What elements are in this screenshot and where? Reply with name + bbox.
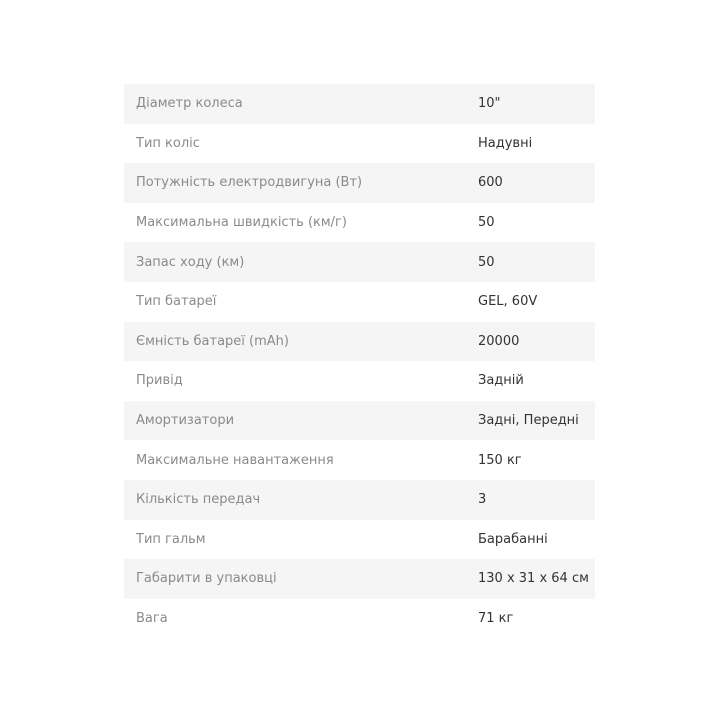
spec-value: Задні, Передні [478, 413, 579, 429]
spec-value: 71 кг [478, 611, 514, 627]
spec-value: 50 [478, 254, 495, 270]
spec-label: Вага [136, 611, 168, 627]
spec-value: Задній [478, 373, 524, 389]
spec-value: 10" [478, 96, 501, 112]
spec-label: Запас ходу (км) [136, 254, 245, 270]
spec-row-max-load [124, 440, 595, 480]
spec-row-package-dimensions [124, 559, 595, 599]
spec-value: 50 [478, 215, 495, 231]
spec-row-drive [124, 361, 595, 401]
spec-row-wheel-diameter [124, 84, 595, 124]
spec-value: Надувні [478, 135, 533, 151]
spec-label: Габарити в упаковці [136, 571, 277, 587]
spec-label: Привід [136, 373, 183, 389]
spec-row-battery-type [124, 282, 595, 322]
spec-value: 130 x 31 x 64 см [478, 571, 589, 587]
spec-row-brake-type [124, 520, 595, 560]
spec-value: 3 [478, 492, 487, 508]
spec-label: Ємність батареї (mAh) [136, 333, 289, 349]
spec-label: Діаметр колеса [136, 96, 243, 112]
spec-value: 600 [478, 175, 503, 191]
spec-value: 150 кг [478, 452, 522, 468]
spec-row-battery-capacity [124, 322, 595, 362]
spec-row-motor-power [124, 163, 595, 203]
spec-label: Тип коліс [136, 135, 200, 151]
specifications-table [124, 84, 595, 638]
spec-row-suspension [124, 401, 595, 441]
spec-value: 20000 [478, 333, 520, 349]
spec-value: GEL, 60V [478, 294, 538, 310]
spec-label: Максимальна швидкість (км/г) [136, 215, 347, 231]
spec-label: Тип гальм [136, 531, 206, 547]
spec-value: Барабанні [478, 531, 548, 547]
spec-label: Тип батареї [136, 294, 217, 310]
spec-row-gears [124, 480, 595, 520]
spec-label: Кількість передач [136, 492, 261, 508]
spec-label: Максимальне навантаження [136, 452, 334, 468]
spec-row-max-speed [124, 203, 595, 243]
spec-label: Амортизатори [136, 413, 235, 429]
spec-row-range [124, 242, 595, 282]
spec-row-wheel-type [124, 124, 595, 164]
spec-row-weight [124, 599, 595, 639]
spec-label: Потужність електродвигуна (Вт) [136, 175, 363, 191]
